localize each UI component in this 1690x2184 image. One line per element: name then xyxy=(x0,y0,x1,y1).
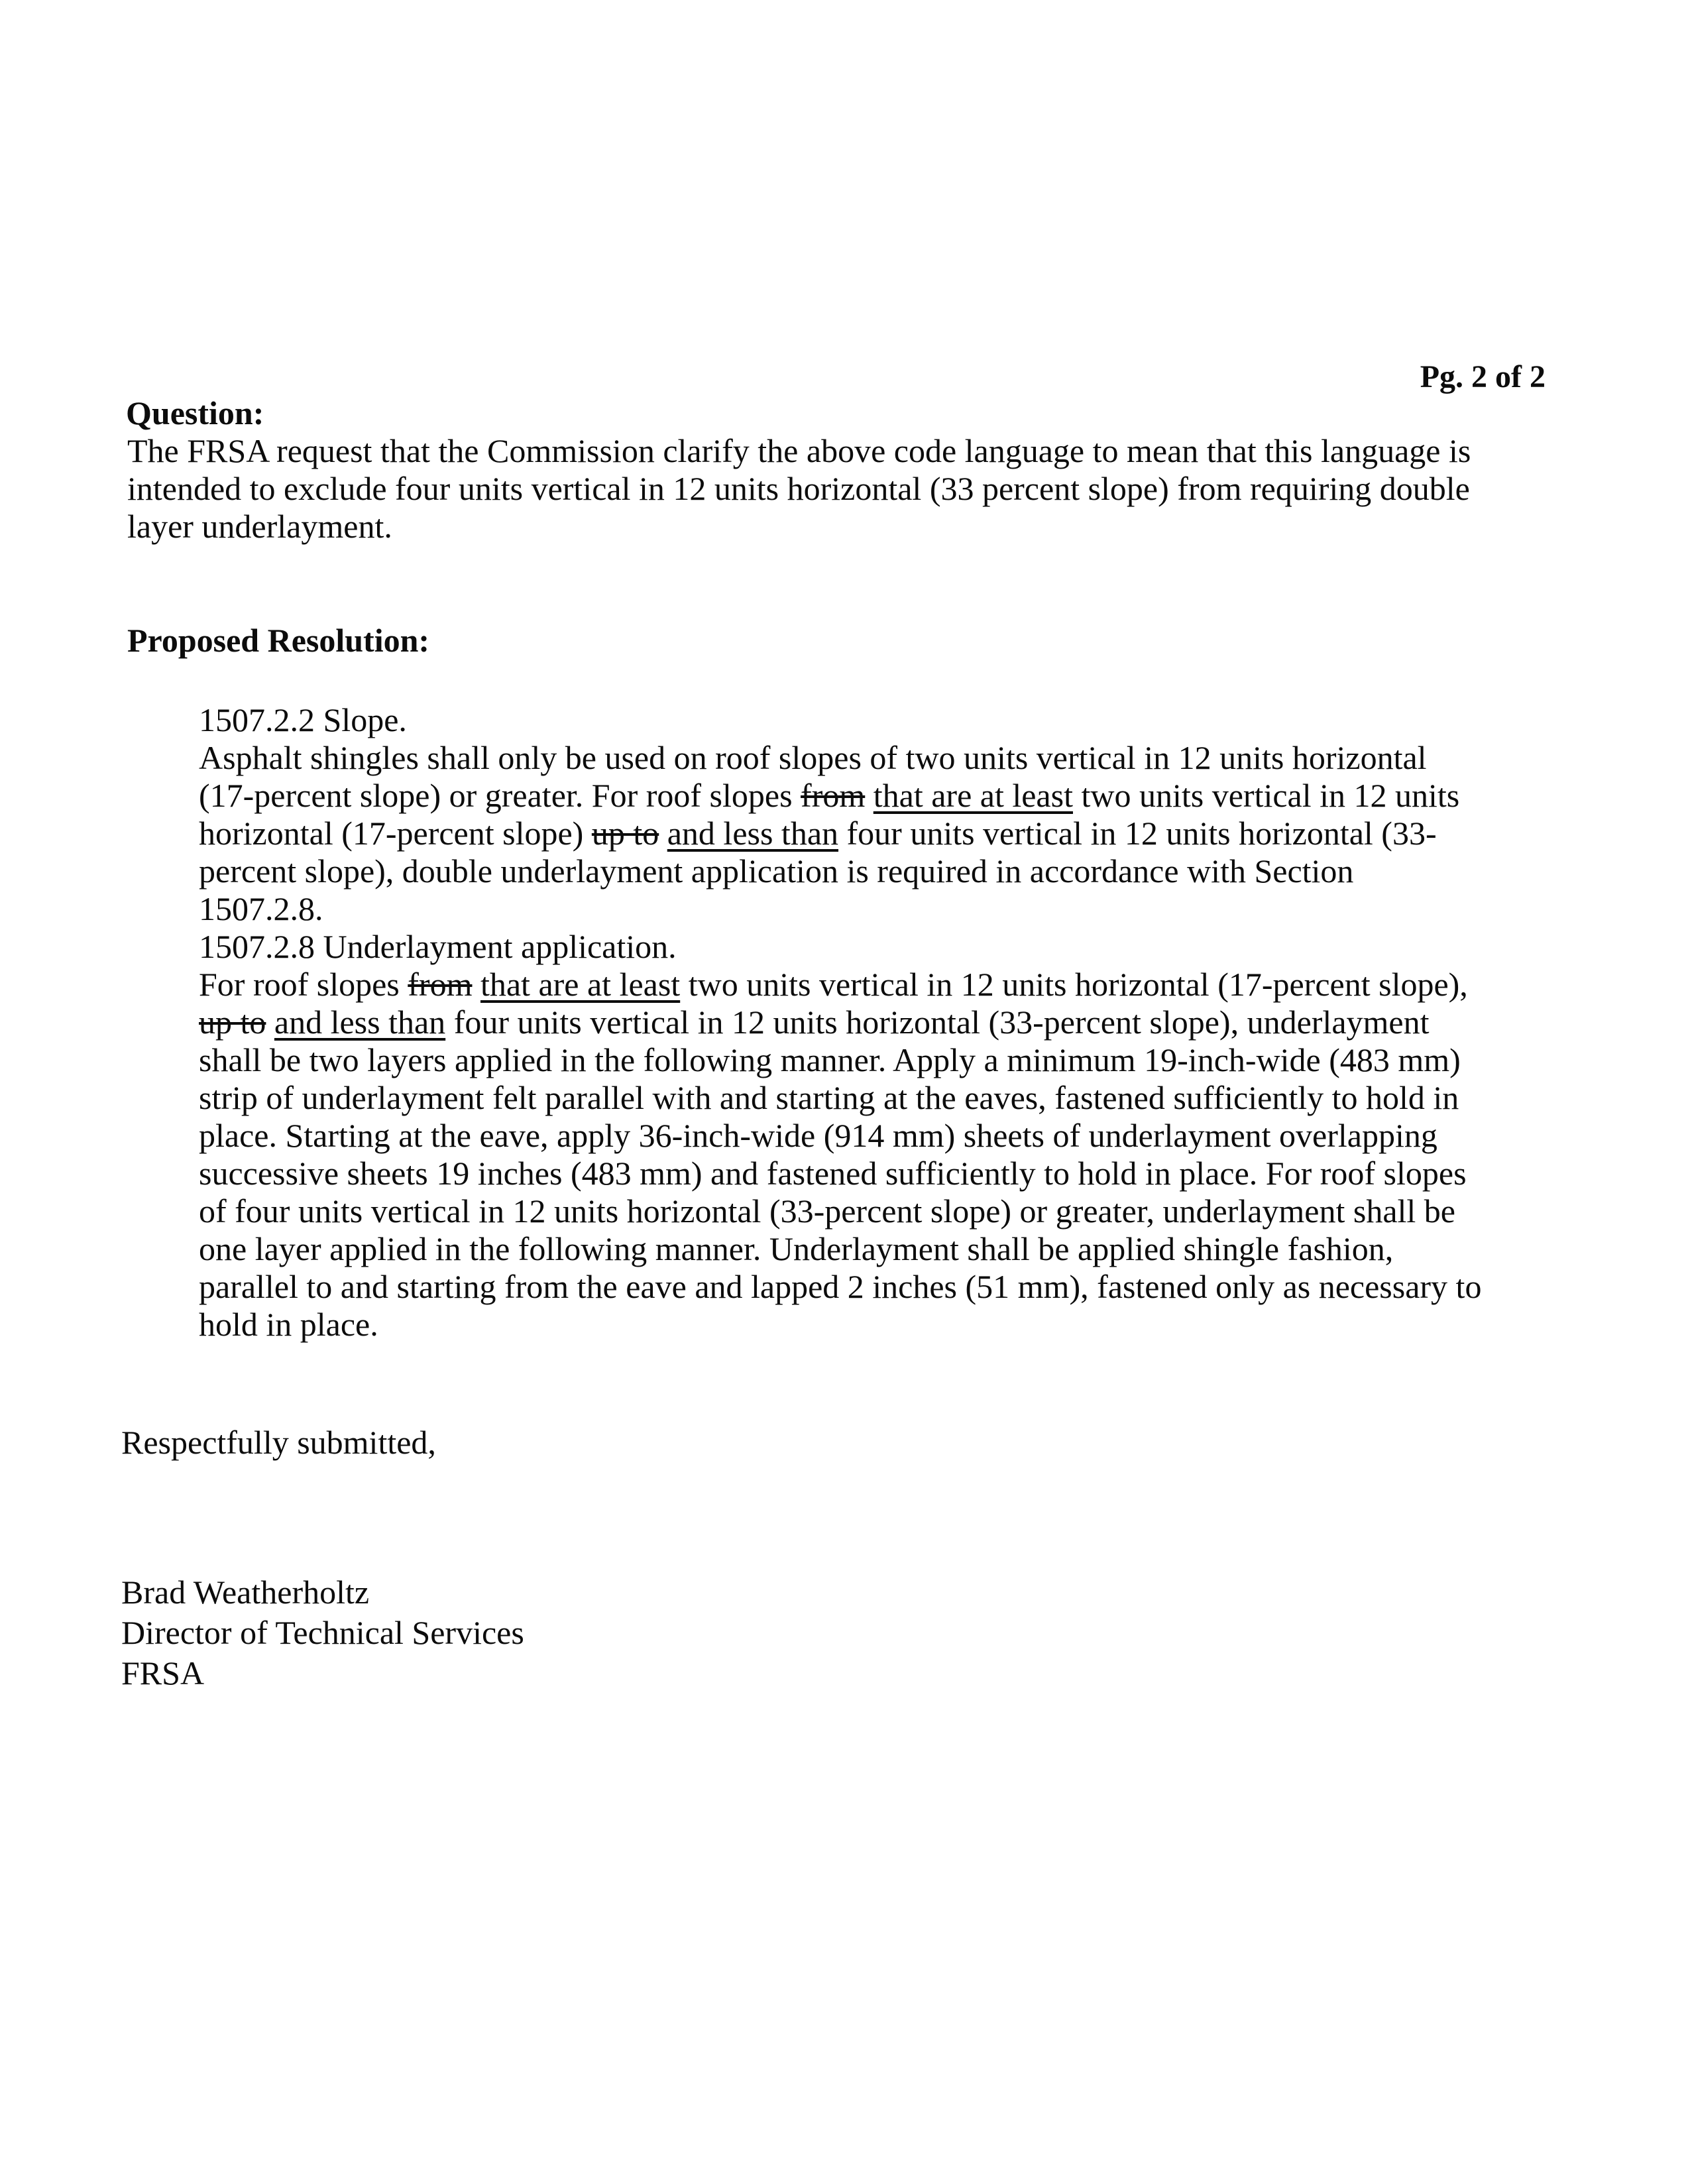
page-number: Pg. 2 of 2 xyxy=(1420,359,1546,394)
text-segment-strike: up to xyxy=(591,815,659,852)
text-segment-strike: from xyxy=(801,777,866,814)
section-title: 1507.2.2 Slope. xyxy=(199,701,407,738)
salutation: Respectfully submitted, xyxy=(121,1424,436,1461)
signatory-name: Brad Weatherholtz xyxy=(121,1574,370,1611)
section-body xyxy=(199,739,1485,928)
text-segment-normal xyxy=(865,777,873,814)
section-title: 1507.2.8 Underlayment application. xyxy=(199,928,677,965)
text-segment-underline: and less than xyxy=(274,1004,446,1041)
text-segment-normal: four units vertical in 12 units horizontal (33-percent slope), underlayment shall be two layers applied in the following manner. Apply a minimum 19-inch-wide (483 mm) strip of underlayment felt parallel with and starting at the eaves, fastened sufficiently to hold in place. Starting at the eave, apply 36-inch-wide (914 mm) sheets of underlayment overlapping successive sheets 19 inches (483 mm) and fastened sufficiently to hold in place. For roof slopes of four units vertical in 12 units horizontal (33-percent slope) or greater, underlayment shall be one layer applied in the following manner. Underlayment shall be applied shingle fashion, parallel to and starting from the eave and lapped 2 inches (51 mm), fastened only as necessary to hold in place. xyxy=(199,1004,1482,1343)
text-segment-strike: from xyxy=(408,966,473,1003)
text-segment-strike: up to xyxy=(199,1004,266,1041)
code-section-1507-2-8 xyxy=(199,928,1485,1344)
text-segment-normal xyxy=(659,815,667,852)
text-segment-normal: two units vertical in 12 units horizontal (17-percent slope), xyxy=(680,966,1468,1003)
proposed-resolution-heading: Proposed Resolution: xyxy=(127,622,430,659)
question-heading: Question: xyxy=(126,394,264,431)
text-segment-normal xyxy=(266,1004,274,1041)
text-segment-normal: four units vertical in 12 units horizontal (33-percent slope), double underlayment application is required in accordance with Section 1507.2.8. xyxy=(199,815,1437,927)
signature-block xyxy=(121,1572,524,1694)
text-segment-underline: that are at least xyxy=(480,966,681,1003)
text-segment-normal: Asphalt shingles shall only be used on roof slopes of two units vertical in 12 units horizontal (17-percent slope) or greater. For roof slopes xyxy=(199,739,1427,814)
code-section-1507-2-2 xyxy=(199,701,1485,928)
text-segment-underline: that are at least xyxy=(873,777,1073,814)
text-segment-normal: two units vertical in 12 units horizontal (17-percent slope) xyxy=(199,777,1460,852)
signatory-organization: FRSA xyxy=(121,1654,205,1692)
text-segment-normal xyxy=(472,966,480,1003)
text-segment-normal: For roof slopes xyxy=(199,966,408,1003)
signatory-title: Director of Technical Services xyxy=(121,1614,524,1651)
text-segment-underline: and less than xyxy=(667,815,839,852)
question-body: The FRSA request that the Commission clarify the above code language to mean that this language is intended to exclude four units vertical in 12 units horizontal (33 percent slope) from requiring double layer underlayment. xyxy=(127,432,1471,545)
section-body xyxy=(199,966,1485,1344)
